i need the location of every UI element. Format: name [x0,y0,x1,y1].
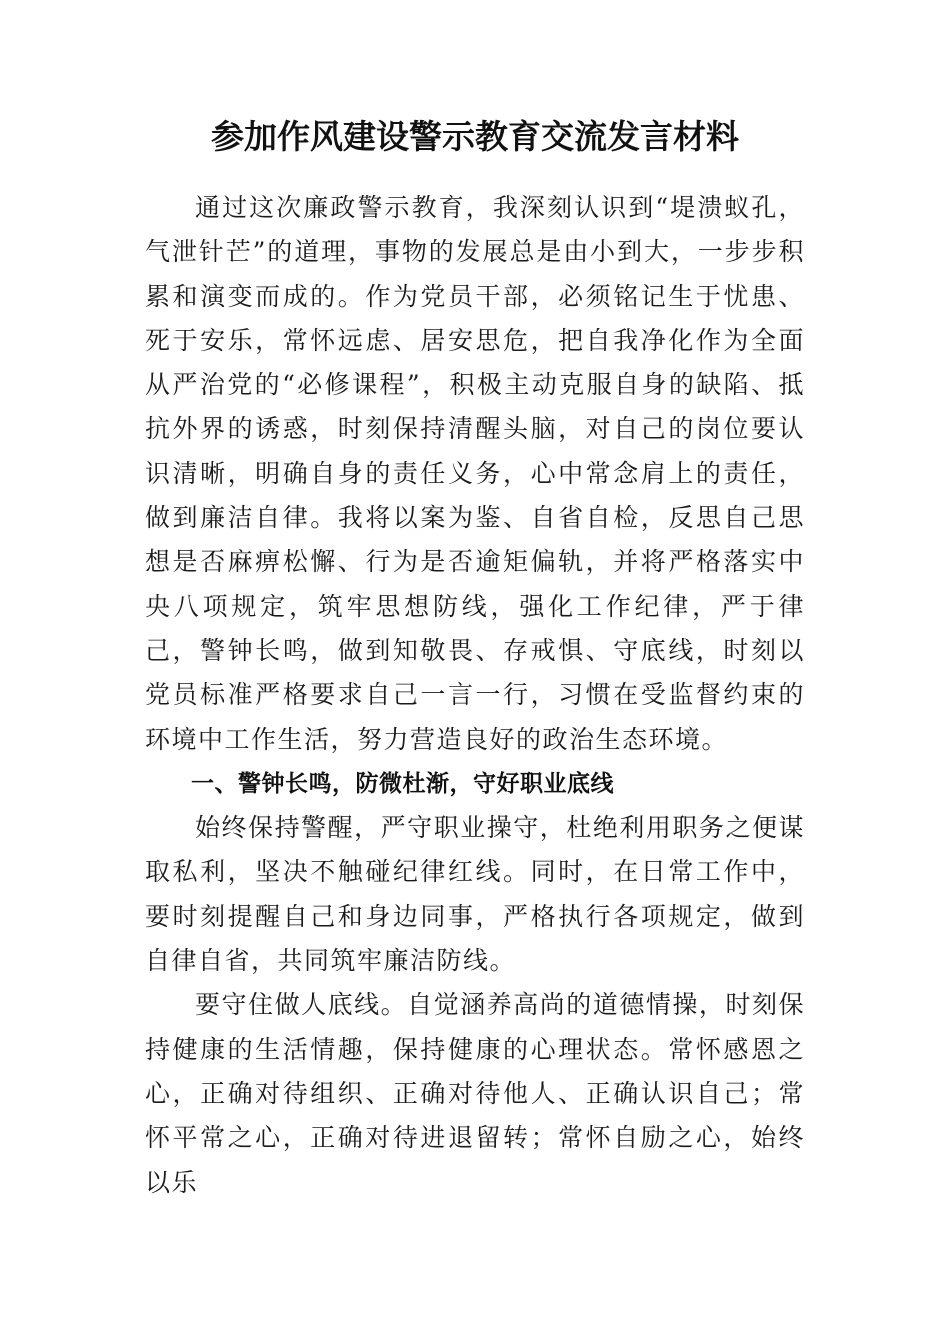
document-title: 参加作风建设警示教育交流发言材料 [211,117,739,156]
section-paragraph: 要守住做人底线。自觉涵养高尚的道德情操，时刻保持健康的生活情趣，保持健康的心理状态。常怀感恩之心，正确对待组织、正确对待他人、正确认识自己；常怀平常之心，正确对待进退留转；常怀自励之心，始终以乐 [145,990,805,1197]
intro-paragraph: 通过这次廉政警示教育，我深刻认识到“堤溃蚁孔，气泄针芒”的道理，事物的发展总是由小到大，一步步积累和演变而成的。作为党员干部，必须铭记生于忧患、死于安乐，常怀远虑、居安思危，把自我净化作为全面从严治党的“必修课程”，积极主动克服自身的缺陷、抵抗外界的诱惑，时刻保持清醒头脑，对自己的岗位要认识清晰，明确自身的责任义务，心中常念肩上的责任，做到廉洁自律。我将以案为鉴、自省自检，反思自己思想是否麻痹松懈、行为是否逾矩偏轨，并将严格落实中央八项规定，筑牢思想防线，强化工作纪律，严于律己，警钟长鸣，做到知敬畏、存戒惧、守底线，时刻以党员标准严格要求自己一言一行，习惯在受监督约束的环境中工作生活，努力营造良好的政治生态环境。 [145,193,805,754]
section-paragraph: 始终保持警醒，严守职业操守，杜绝利用职务之便谋取私利，坚决不触碰纪律红线。同时，在日常工作中，要时刻提醒自己和身边同事，严格执行各项规定，做到自律自省，共同筑牢廉洁防线。 [145,813,805,976]
document-body [145,186,805,1205]
section-heading: 一、警钟长鸣，防微杜渐，守好职业底线 [191,770,614,797]
